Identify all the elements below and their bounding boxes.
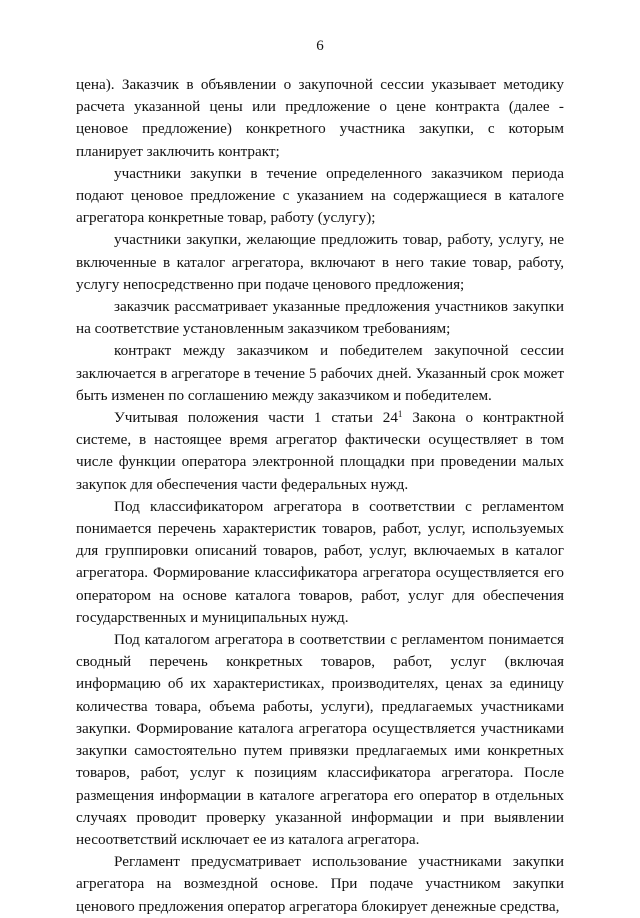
paragraph-law-reference (76, 407, 564, 496)
paragraph-catalog: Под каталогом агрегатора в соответствии с регламентом понимается сводный перечень конкретных товаров, работ, услуг (включая информацию об их характеристиках, производителях, ценах за единицу количества товара, объема работы, услуги), предлагаемых участниками закупки. Формирование каталога агрегатора осуществляется участниками закупки самостоятельно путем привязки предлагаемых ими конкретных товаров, работ, услуг к позициям классификатора агрегатора. После размещения информации в каталоге агрегатора его оператор в отдельных случаях проводит проверку указанной информации и при выявлении несоответствий исключает ее из каталога агрегатора. (76, 631, 564, 848)
document-body (76, 74, 564, 918)
law-reference-text: Учитывая положения части 1 статьи 24 (114, 409, 398, 427)
law-reference-continuation: Закона о контрактной системе, в настоящее время агрегатор фактически осуществляет в том числе функции оператора электронной площадки при проведении малых закупок для обеспечения части федеральных нужд. (76, 409, 564, 493)
paragraph-customer-review: заказчик рассматривает указанные предложения участников закупки на соответствие установленным заказчиком требованиям; (76, 298, 564, 338)
paragraph-regulation-fees: Регламент предусматривает использование участниками закупки агрегатора на возмездной основе. При подаче участником закупки ценового предложения оператор агрегатора блокирует денежные средства, (76, 853, 564, 915)
page-number: 6 (316, 38, 324, 54)
paragraph-price-offers: участники закупки в течение определенного заказчиком периода подают ценовое предложение с указанием на содержащиеся в каталоге агрегатора конкретные товар, работу (услугу); (76, 164, 564, 227)
paragraph-contract-conclusion: контракт между заказчиком и победителем закупочной сессии заключается в агрегаторе в течение 5 рабочих дней. Указанный срок может быть изменен по соглашению между заказчиком и победителем. (76, 342, 564, 404)
paragraph-continuation: цена). Заказчик в объявлении о закупочной сессии указывает методику расчета указанной цены или предложение о цене контракта (далее - ценовое предложение) конкретного участника закупки, с которым планирует заключить контракт; (76, 76, 564, 160)
article-superscript: 1 (397, 409, 403, 420)
paragraph-catalog-additions: участники закупки, желающие предложить товар, работу, услугу, не включенные в каталог агрегатора, включают в него такие товар, работу, услугу непосредственно при подаче ценового предложения; (76, 231, 564, 293)
paragraph-classifier: Под классификатором агрегатора в соответствии с регламентом понимается перечень характеристик товаров, работ, услуг, используемых для группировки описаний товаров, работ, услуг, включаемых в каталог агрегатора. Формирование классификатора агрегатора осуществляется его оператором на основе каталога товаров, работ, услуг для обеспечения государственных и муниципальных нужд. (76, 497, 564, 626)
